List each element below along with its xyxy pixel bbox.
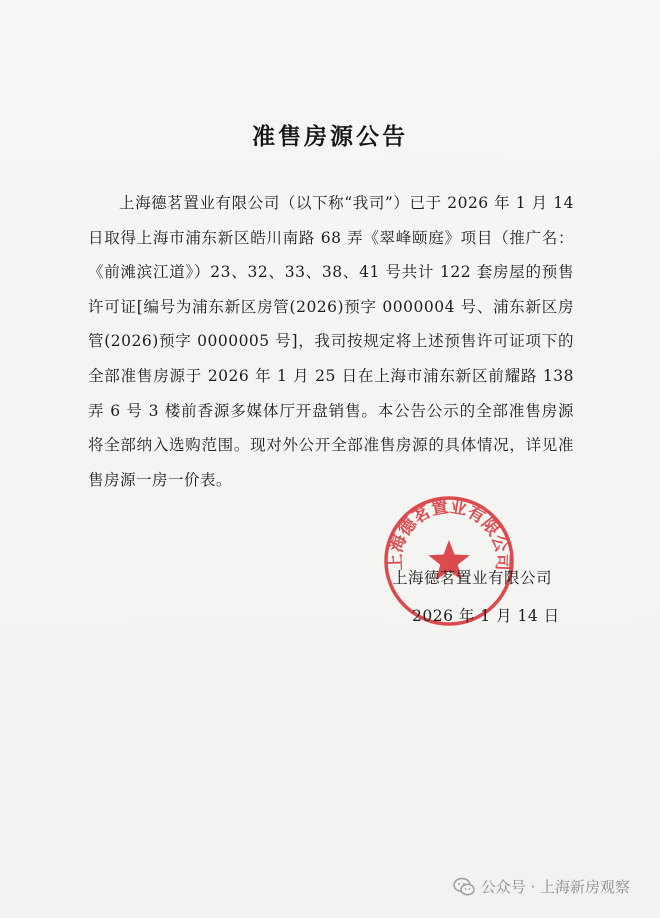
document-title: 准售房源公告: [252, 124, 408, 150]
announcement-body: [88, 186, 574, 497]
signature-company: 上海德茗置业有限公司: [392, 569, 553, 587]
wechat-official-account-icon: [453, 877, 475, 897]
seal-text: 上海德茗置业有限公司: [385, 497, 513, 571]
watermark-text: 公众号 · 上海新房观察: [480, 878, 630, 896]
announcement-paragraph: 上海德茗置业有限公司（以下称“我司”）已于 2026 年 1 月 14 日取得上海市浦东新区皓川南路 68 弄《翠峰颐庭》项目（推广名：《前滩滨江道》）23、32、33、38、41 号共计 122 套房屋的预售许可证[编号为浦东新区房管(2026)预字 0000004 号、浦东新区房管(2026)预字 0000005 号]，我司按规定将上述预售许可证项下的全部准售房源于 2026 年 1 月 25 日在上海市浦东新区前耀路 138 弄 6 号 3 楼前香源多媒体厅开盘销售。本公告公示的全部准售房源将全部纳入选购范围。现对外公开全部准售房源的具体情况，详见准售房源一房一价表。: [88, 194, 574, 489]
watermark: [453, 876, 630, 897]
signature-date: 2026 年 1 月 14 日: [412, 607, 560, 625]
